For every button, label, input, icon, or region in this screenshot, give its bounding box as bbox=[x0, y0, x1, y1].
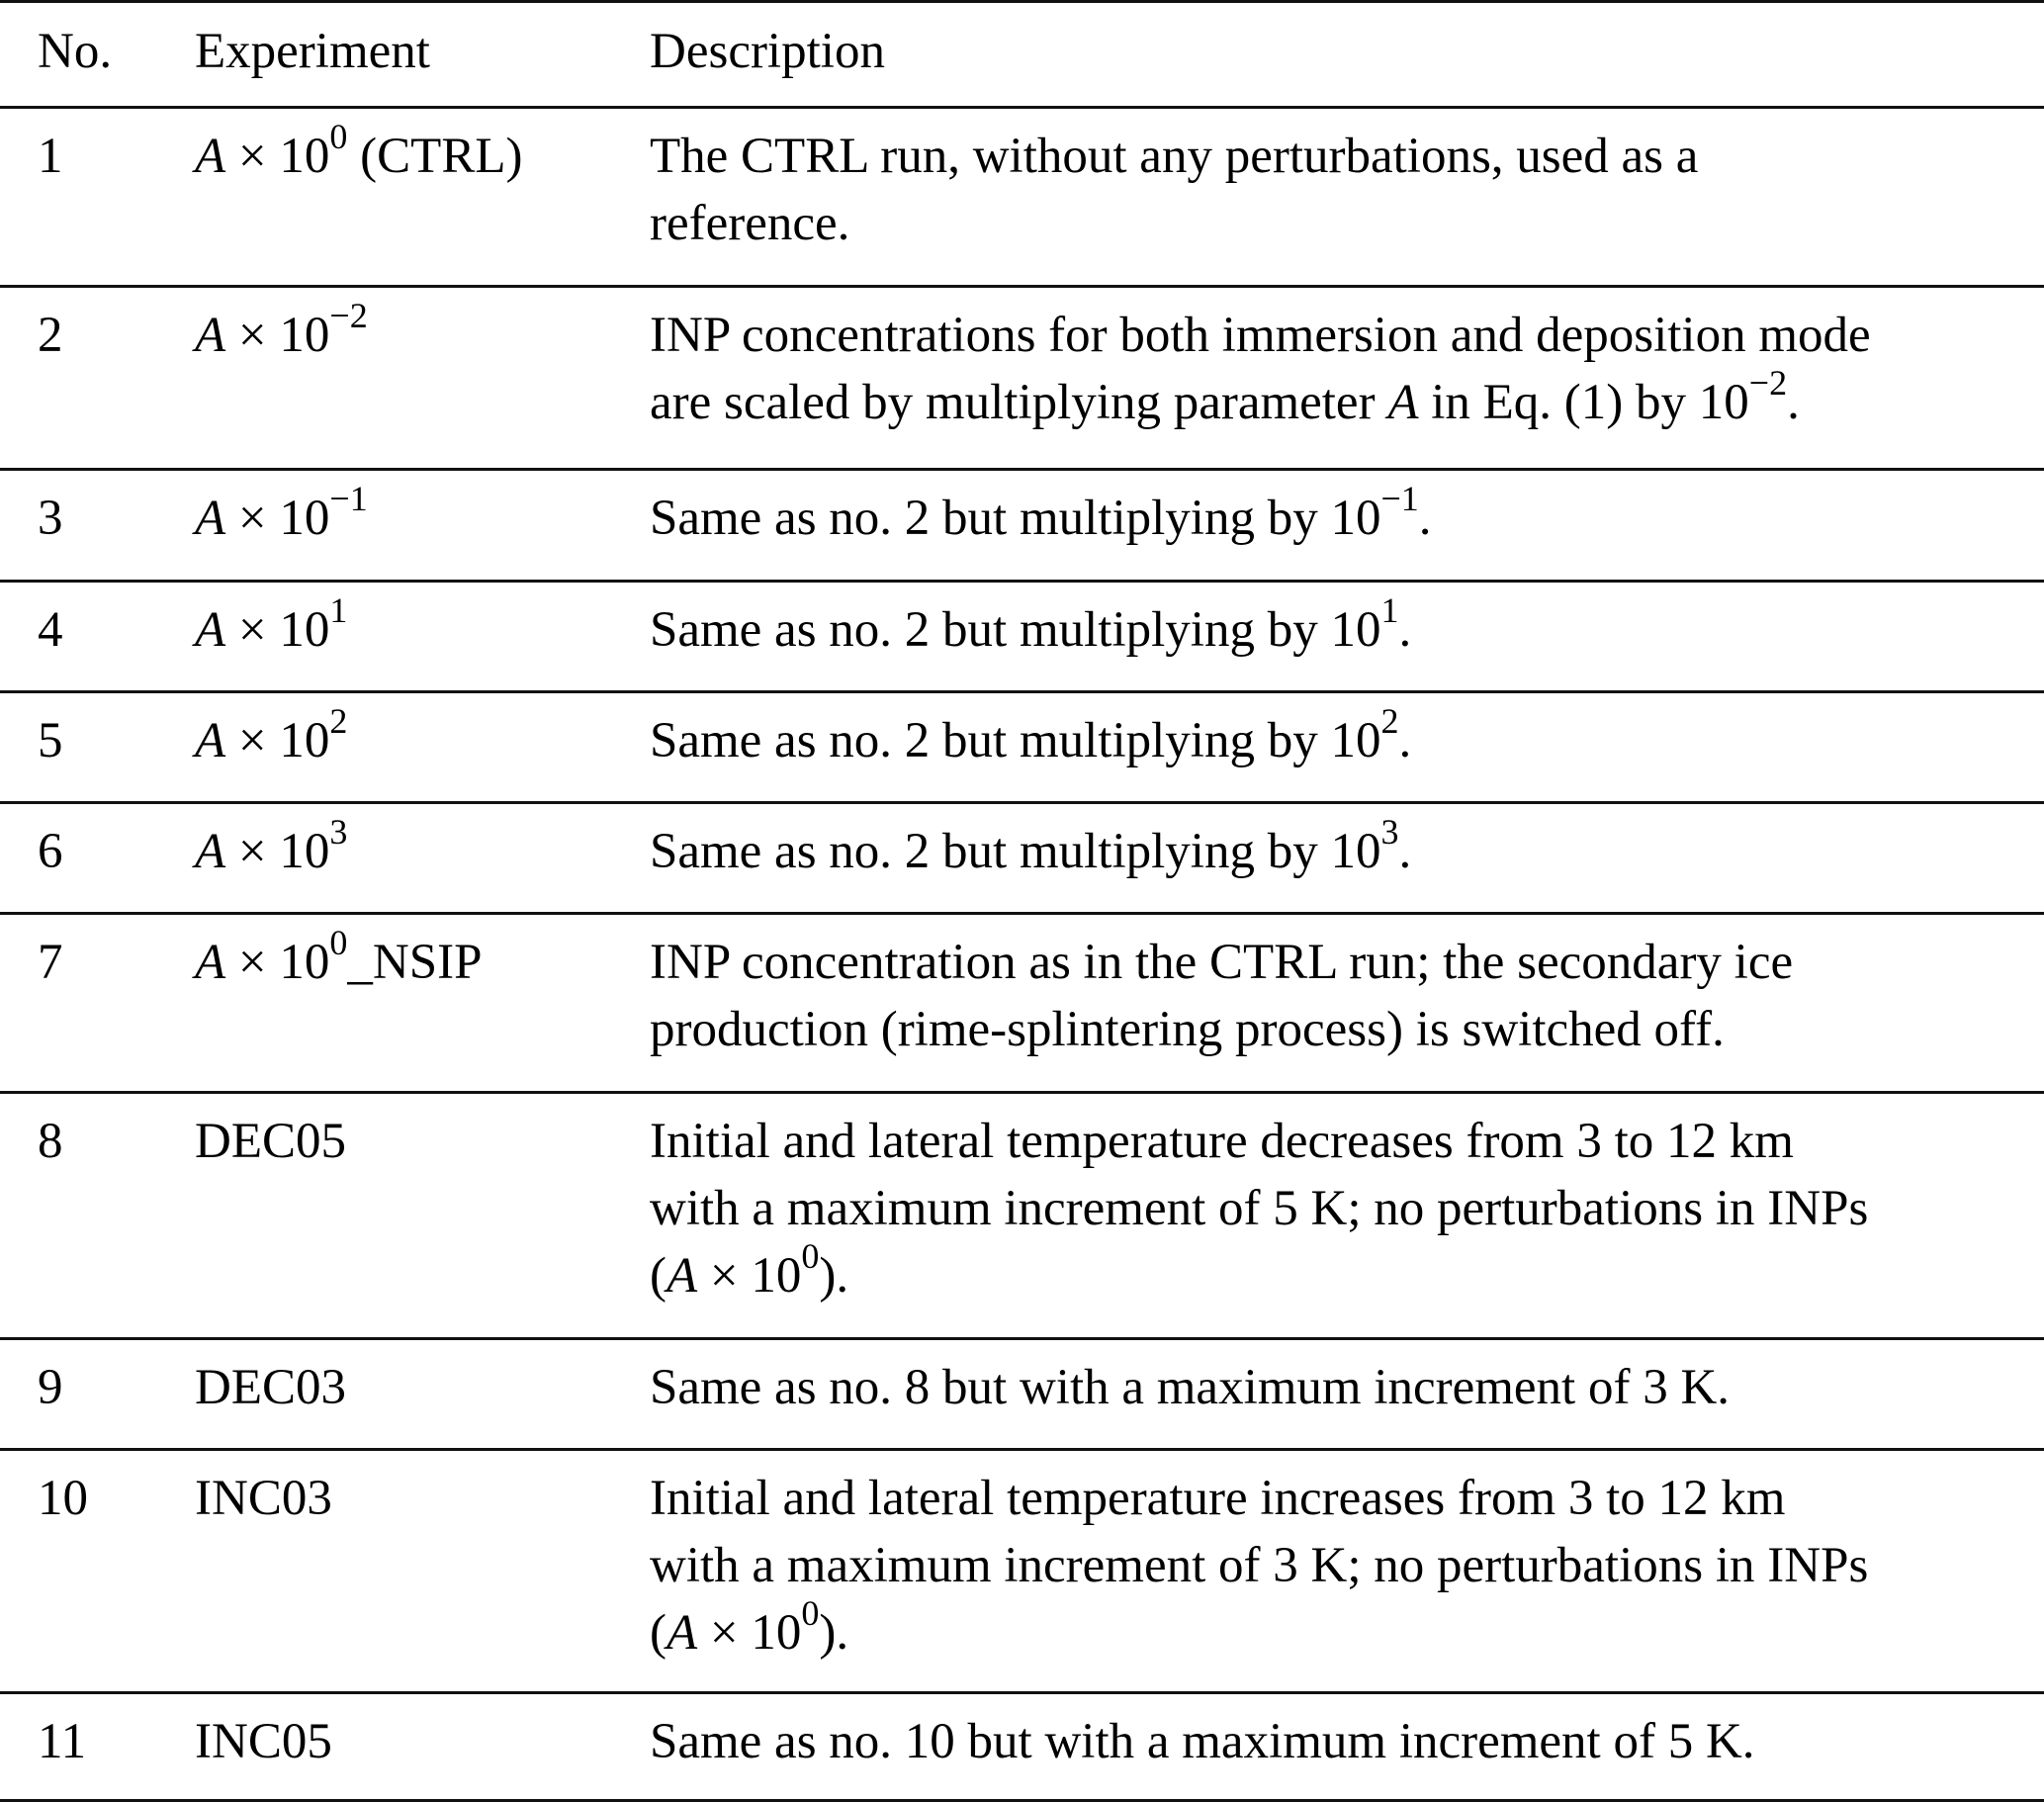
table-row bbox=[0, 1340, 2044, 1451]
table-row bbox=[0, 471, 2044, 583]
cell-description: Same as no. 8 but with a maximum increment of 3 K. bbox=[650, 1360, 1731, 1415]
cell-description: INP concentration as in the CTRL run; the secondary ice production (rime-splintering process) is switched off. bbox=[650, 935, 1794, 1057]
cell-experiment: $A \times 10^2$ bbox=[195, 701, 348, 768]
table-row bbox=[0, 1451, 2044, 1694]
cell-experiment: INC05 bbox=[195, 1714, 332, 1769]
cell-description: The CTRL run, without any perturbations, used as a reference. bbox=[650, 129, 1699, 251]
header-row bbox=[0, 0, 2044, 109]
table-row bbox=[0, 1694, 2044, 1802]
cell-description: INP concentrations for both immersion and deposition mode are scaled by multiplying parameter A in Eq. (1) by $10^{-2}$. bbox=[650, 308, 1871, 430]
cell-description: Initial and lateral temperature decreases from 3 to 12 km with a maximum increment of 5 K; no perturbations in INPs $(A \times 10^0)$. bbox=[650, 1114, 1869, 1304]
header-experiment: Experiment bbox=[195, 24, 430, 79]
cell-description: Same as no. 2 but multiplying by $10^1$. bbox=[650, 590, 1412, 658]
cell-experiment: $A \times 10^0\_NSIP$ bbox=[195, 923, 483, 990]
cell-description: Same as no. 2 but multiplying by $10^{-1}$. bbox=[650, 479, 1432, 546]
cell-description: Same as no. 2 but multiplying by $10^2$. bbox=[650, 701, 1412, 768]
header-description: Description bbox=[650, 24, 885, 79]
cell-experiment: $A \times 10^{-1}$ bbox=[195, 479, 368, 546]
cell-experiment: $A \times 10^0$ (CTRL) bbox=[195, 117, 523, 184]
cell-no: 6 bbox=[38, 824, 63, 879]
cell-no: 7 bbox=[38, 935, 63, 990]
cell-experiment: DEC03 bbox=[195, 1360, 346, 1415]
table-row bbox=[0, 1094, 2044, 1340]
cell-no: 8 bbox=[38, 1114, 63, 1169]
cell-no: 1 bbox=[38, 129, 63, 184]
table-row bbox=[0, 915, 2044, 1094]
cell-no: 3 bbox=[38, 491, 63, 546]
cell-experiment: $A \times 10^1$ bbox=[195, 590, 348, 658]
cell-no: 4 bbox=[38, 602, 63, 658]
cell-no: 11 bbox=[38, 1714, 87, 1769]
cell-description: Same as no. 2 but multiplying by $10^3$. bbox=[650, 812, 1412, 879]
cell-description: Initial and lateral temperature increases from 3 to 12 km with a maximum increment of 3 K; no perturbations in INPs $(A \times 10^0)$. bbox=[650, 1471, 1869, 1661]
cell-no: 10 bbox=[38, 1471, 88, 1526]
cell-no: 5 bbox=[38, 713, 63, 768]
table-row bbox=[0, 109, 2044, 288]
table-row bbox=[0, 583, 2044, 693]
cell-experiment: INC03 bbox=[195, 1471, 332, 1526]
cell-experiment: DEC05 bbox=[195, 1114, 346, 1169]
table-row bbox=[0, 693, 2044, 804]
table-row bbox=[0, 288, 2044, 471]
cell-no: 9 bbox=[38, 1360, 63, 1415]
cell-experiment: $A \times 10^{-2}$ bbox=[195, 296, 368, 363]
header-no: No. bbox=[38, 24, 113, 79]
cell-no: 2 bbox=[38, 308, 63, 363]
cell-experiment: $A \times 10^3$ bbox=[195, 812, 348, 879]
table-row bbox=[0, 804, 2044, 915]
cell-description: Same as no. 10 but with a maximum increment of 5 K. bbox=[650, 1714, 1755, 1769]
